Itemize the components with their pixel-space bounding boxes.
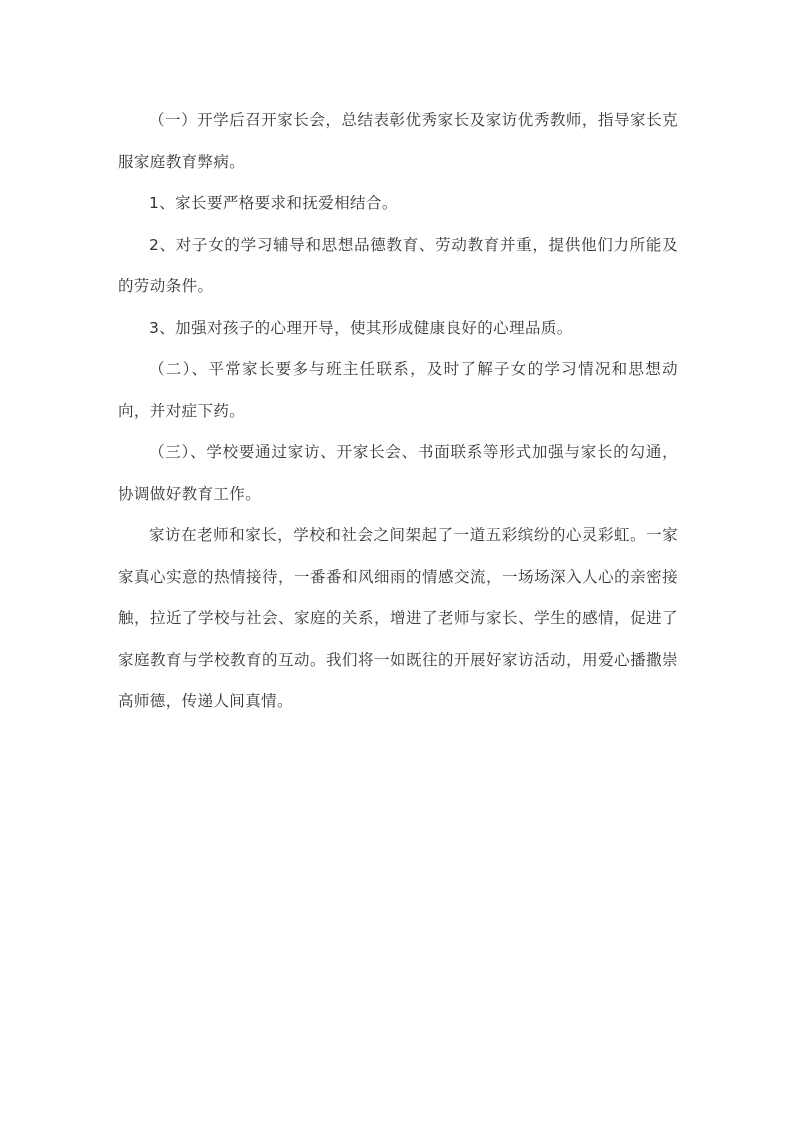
paragraph-section-3: （三）、学校要通过家访、开家长会、书面联系等形式加强与家长的勾通，协调做好教育工作。 [118,443,678,503]
paragraph-item-2: 2、对子女的学习辅导和思想品德教育、劳动教育并重，提供他们力所能及的劳动条件。 [118,235,678,295]
paragraph-item-1: 1、家长要严格要求和抚爱相结合。 [149,194,398,212]
document-body [118,100,678,723]
paragraph-section-2: （二）、平常家长要多与班主任联系，及时了解子女的学习情况和思想动向，并对症下药。 [118,360,678,420]
paragraph-home-visit-meeting: （一）开学后召开家长会，总结表彰优秀家长及家访优秀教师，指导家长克服家庭教育弊病。 [118,111,678,171]
paragraph-item-3: 3、加强对孩子的心理开导，使其形成健康良好的心理品质。 [149,318,573,337]
paragraph-conclusion: 家访在老师和家长，学校和社会之间架起了一道五彩缤纷的心灵彩虹。一家家真心实意的热情接待，一番番和风细雨的情感交流，一场场深入人心的亲密接触，拉近了学校与社会、家庭的关系，增进了老师与家长、学生的感情，促进了家庭教育与学校教育的互动。我们将一如既往的开展好家访活动，用爱心播撒崇高师德，传递人间真情。 [118,526,678,710]
